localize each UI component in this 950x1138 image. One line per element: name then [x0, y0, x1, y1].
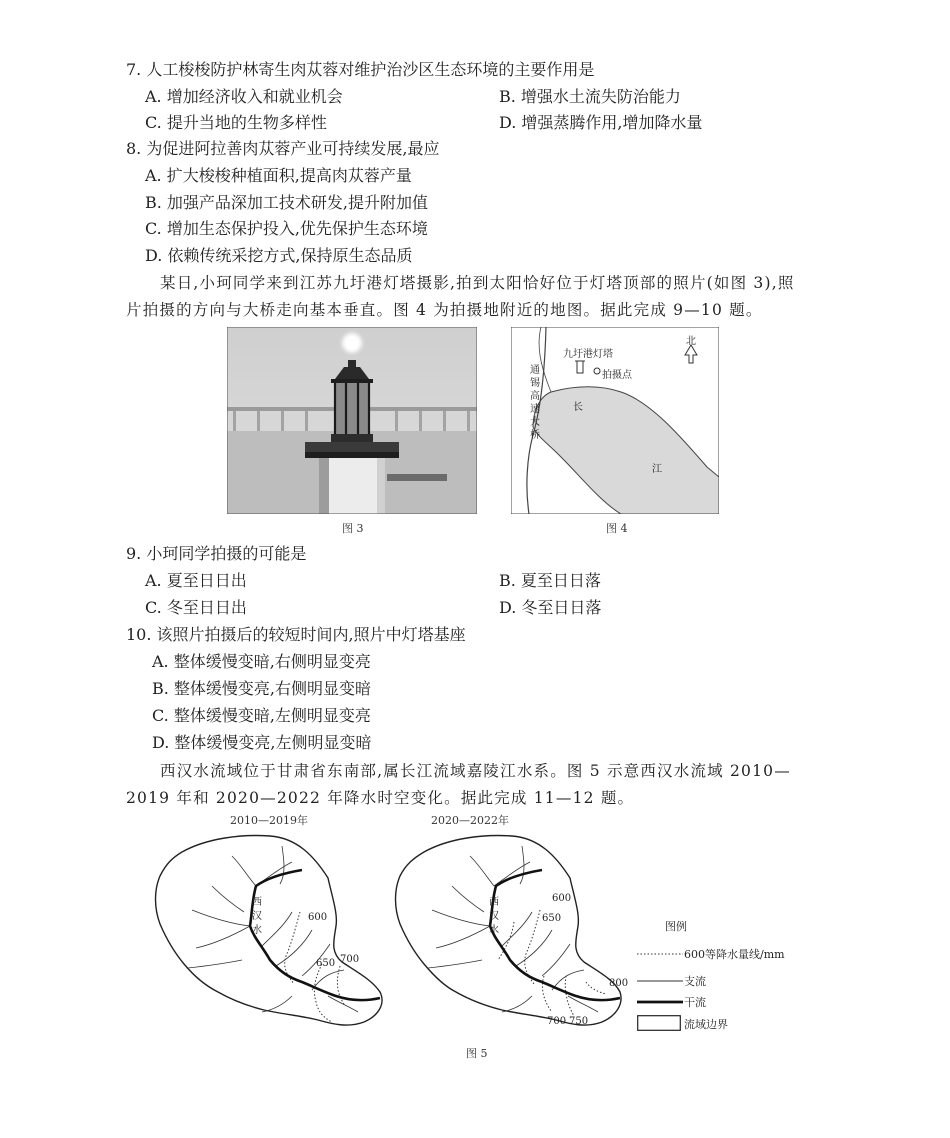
- right-river-char-3: 水: [489, 925, 499, 936]
- legend-main-stream-swatch: [637, 999, 683, 1005]
- figure-4-map: [511, 327, 719, 514]
- legend-main-stream-label: 干流: [684, 996, 706, 1009]
- left-isoline-700: 700: [340, 954, 360, 965]
- passage-2-line-2: 2019 年和 2020—2022 年降水时空变化。据此完成 11—12 题。: [126, 789, 635, 807]
- question-7-stem: 7. 人工梭梭防护林寄生肉苁蓉对维护治沙区生态环境的主要作用是: [126, 60, 595, 79]
- q9-option-d: D. 冬至日日落: [499, 598, 602, 617]
- north-label: 北: [686, 336, 696, 347]
- q8-option-b: B. 加强产品深加工技术研发,提升附加值: [145, 193, 429, 212]
- q10-option-d: D. 整体缓慢变亮,左侧明显变暗: [152, 733, 372, 752]
- shoot-point-icon: [594, 368, 600, 374]
- passage-1-line-2: 片拍摄的方向与大桥走向基本垂直。图 4 为拍摄地附近的地图。据此完成 9—10 题。: [126, 301, 763, 319]
- right-river-char-1: 西: [489, 897, 499, 908]
- legend-title: 图例: [665, 920, 687, 933]
- question-10-stem: 10. 该照片拍摄后的较短时间内,照片中灯塔基座: [126, 625, 466, 644]
- right-isoline-700: 700: [547, 1016, 567, 1027]
- q9-option-b: B. 夏至日日落: [499, 571, 601, 590]
- right-isoline-650: 650: [542, 913, 562, 924]
- left-river-char-1: 西: [252, 897, 262, 908]
- q8-option-c: C. 增加生态保护投入,优先保护生态环境: [145, 219, 428, 238]
- passage-1-line-1: 某日,小珂同学来到江苏九圩港灯塔摄影,拍到太阳恰好位于灯塔顶部的照片(如图 3),照: [160, 274, 795, 292]
- q8-option-d: D. 依赖传统采挖方式,保持原生态品质: [145, 246, 413, 265]
- left-isoline-600: 600: [308, 912, 328, 923]
- bridge-char-2: 锡: [530, 378, 540, 389]
- q7-option-b: B. 增强水土流失防治能力: [499, 87, 681, 106]
- bridge-char-4: 速: [530, 404, 540, 415]
- bridge-char-3: 高: [530, 391, 540, 402]
- left-river-char-3: 水: [252, 925, 262, 936]
- lighthouse-label: 九圩港灯塔: [563, 349, 613, 360]
- q7-option-c: C. 提升当地的生物多样性: [145, 113, 327, 132]
- legend-boundary-swatch: [637, 1015, 681, 1031]
- q10-option-a: A. 整体缓慢变暗,右侧明显变亮: [152, 652, 371, 671]
- question-9-stem: 9. 小珂同学拍摄的可能是: [126, 544, 307, 563]
- figure-3-photo: [227, 327, 477, 514]
- right-isoline-600: 600: [552, 893, 572, 904]
- right-isoline-750: 750: [569, 1016, 589, 1027]
- left-isoline-650: 650: [316, 958, 336, 969]
- right-isoline-800: 800: [609, 978, 629, 989]
- figure-5-caption: 图 5: [466, 1047, 488, 1060]
- legend-tributary-swatch: [637, 978, 683, 984]
- legend-tributary-label: 支流: [684, 975, 706, 988]
- bridge-char-5: 大: [530, 417, 540, 428]
- left-river-char-2: 汉: [252, 911, 262, 922]
- shoot-point-label: 拍摄点: [602, 370, 632, 381]
- q9-option-c: C. 冬至日日出: [145, 598, 247, 617]
- legend-boundary-label: 流域边界: [684, 1018, 728, 1031]
- figure-4-caption: 图 4: [606, 522, 628, 535]
- river-char-jiang: 江: [652, 464, 662, 475]
- legend-isoline-label: 600等降水量线/mm: [684, 948, 785, 961]
- right-river-char-2: 汉: [489, 911, 499, 922]
- q10-option-b: B. 整体缓慢变亮,右侧明显变暗: [152, 679, 372, 698]
- q10-option-c: C. 整体缓慢变暗,左侧明显变亮: [152, 706, 371, 725]
- q7-option-a: A. 增加经济收入和就业机会: [145, 87, 343, 106]
- figure-5-right-map: [394, 826, 629, 1032]
- river-char-chang: 长: [573, 402, 583, 413]
- passage-2-line-1: 西汉水流域位于甘肃省东南部,属长江流域嘉陵江水系。图 5 示意西汉水流域 2010—: [160, 762, 791, 780]
- question-8-stem: 8. 为促进阿拉善肉苁蓉产业可持续发展,最应: [126, 139, 440, 158]
- figure-5-left-map: [152, 826, 388, 1032]
- legend-isoline-swatch: [637, 951, 683, 957]
- q9-option-a: A. 夏至日日出: [145, 571, 247, 590]
- bridge-char-1: 通: [530, 365, 540, 376]
- bridge-char-6: 桥: [530, 430, 540, 441]
- figure-5-left-title: 2010—2019年: [230, 814, 308, 827]
- figure-5-right-title: 2020—2022年: [431, 814, 509, 827]
- figure-3-caption: 图 3: [342, 522, 364, 535]
- q7-option-d: D. 增强蒸腾作用,增加降水量: [499, 113, 703, 132]
- q8-option-a: A. 扩大梭梭种植面积,提高肉苁蓉产量: [145, 166, 412, 185]
